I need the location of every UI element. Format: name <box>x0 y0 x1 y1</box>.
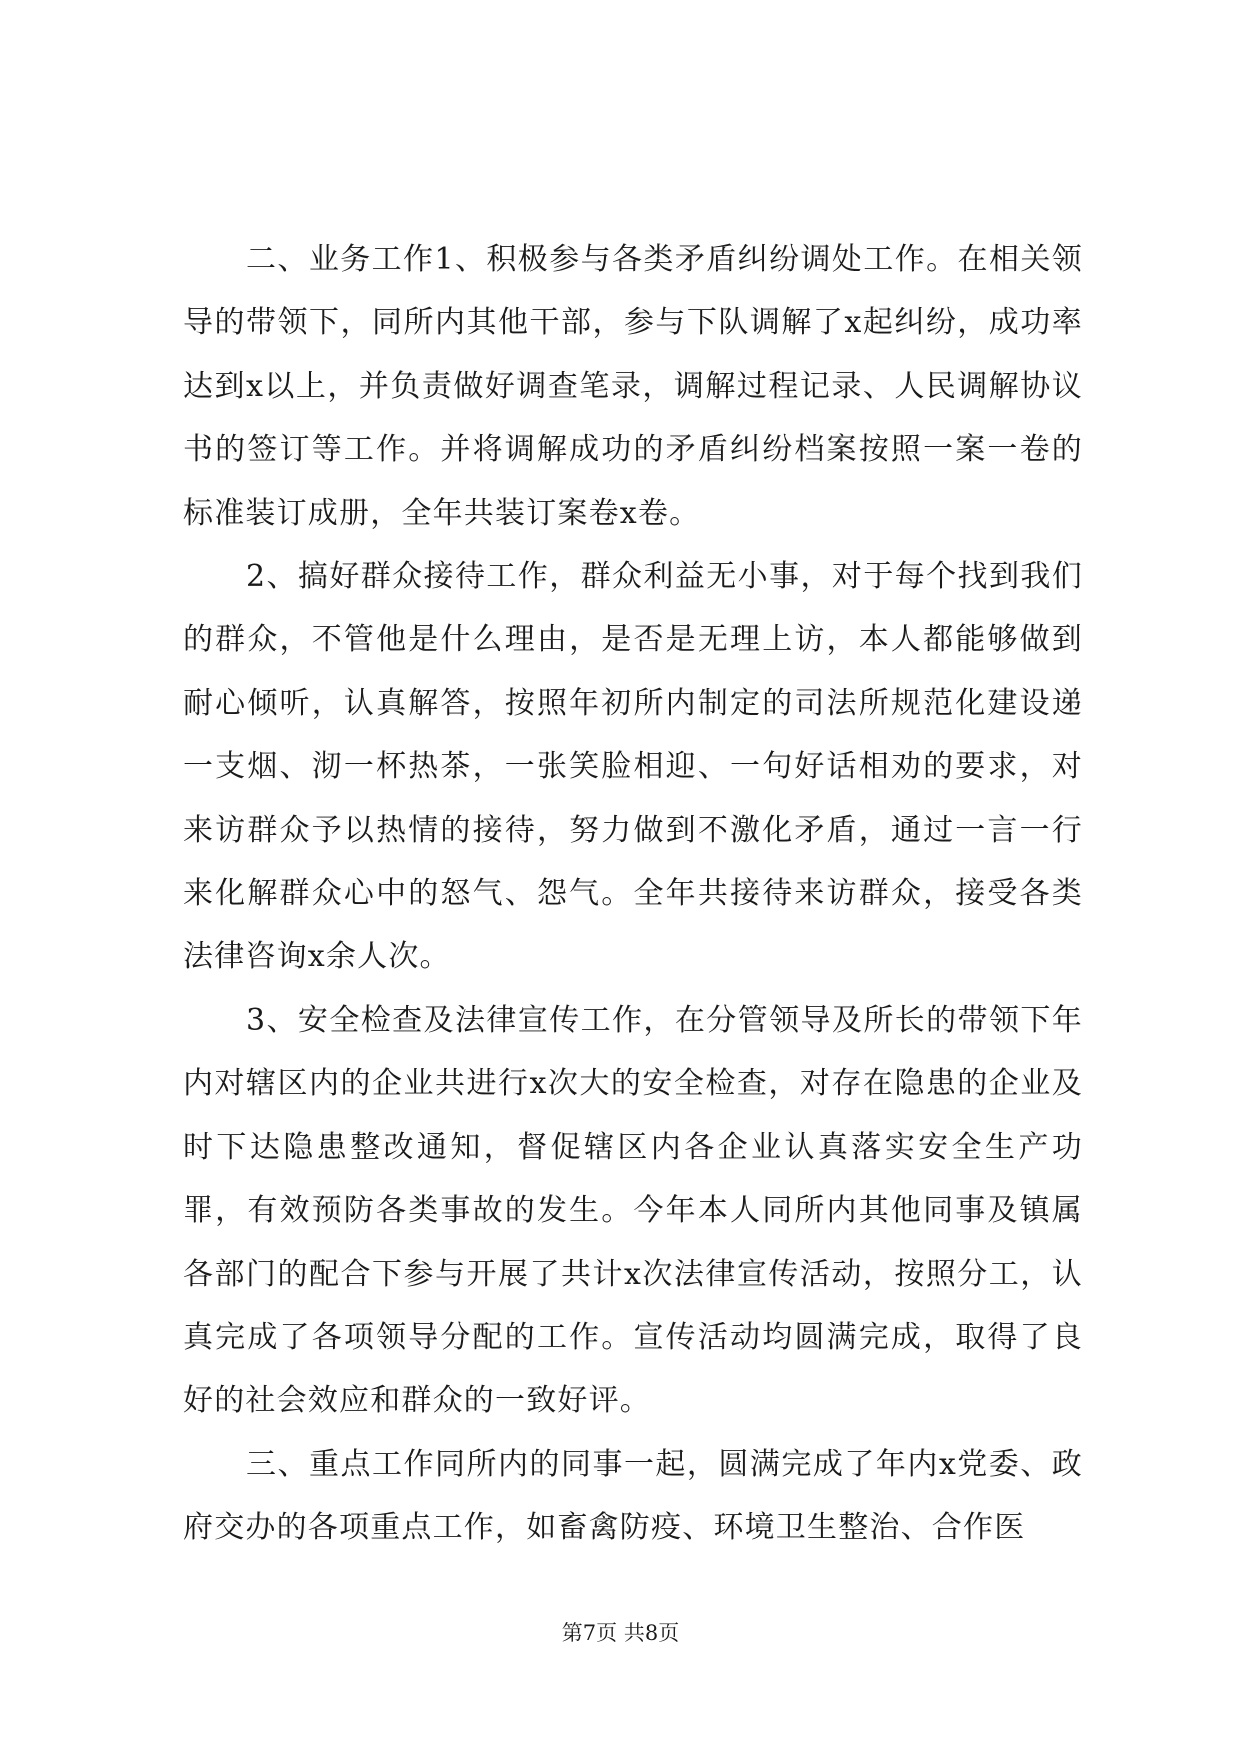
paragraph-reception-work: 2、搞好群众接待工作，群众利益无小事，对于每个找到我们的群众，不管他是什么理由，是否是无理上访，本人都能够做到耐心倾听，认真解答，按照年初所内制定的司法所规范化建设递一支烟、沏一杯热茶，一张笑脸相迎、一句好话相劝的要求，对来访群众予以热情的接待，努力做到不激化矛盾，通过一言一行来化解群众心中的怒气、怨气。全年共接待来访群众，接受各类法律咨询x余人次。 <box>183 559 1083 975</box>
paragraph-safety-inspection: 3、安全检查及法律宣传工作，在分管领导及所长的带领下年内对辖区内的企业共进行x次大的安全检查，对存在隐患的企业及时下达隐患整改通知，督促辖区内各企业认真落实安全生产功罪，有效预防各类事故的发生。今年本人同所内其他同事及镇属各部门的配合下参与开展了共计x次法律宣传活动，按照分工，认真完成了各项领导分配的工作。宣传活动均圆满完成，取得了良好的社会效应和群众的一致好评。 <box>183 1002 1083 1419</box>
paragraph-key-work: 三、重点工作同所内的同事一起，圆满完成了年内x党委、政府交办的各项重点工作，如畜禽防疫、环境卫生整治、合作医 <box>183 1446 1083 1546</box>
paragraph-business-work: 二、业务工作1、积极参与各类矛盾纠纷调处工作。在相关领导的带领下，同所内其他干部，参与下队调解了x起纠纷，成功率达到x以上，并负责做好调查笔录，调解过程记录、人民调解协议书的签订等工作。并将调解成功的矛盾纠纷档案按照一案一卷的标准装订成册，全年共装订案卷x卷。 <box>183 242 1083 531</box>
page-number-footer: 第7页 共8页 <box>561 1621 680 1645</box>
document-body <box>183 228 1083 1560</box>
